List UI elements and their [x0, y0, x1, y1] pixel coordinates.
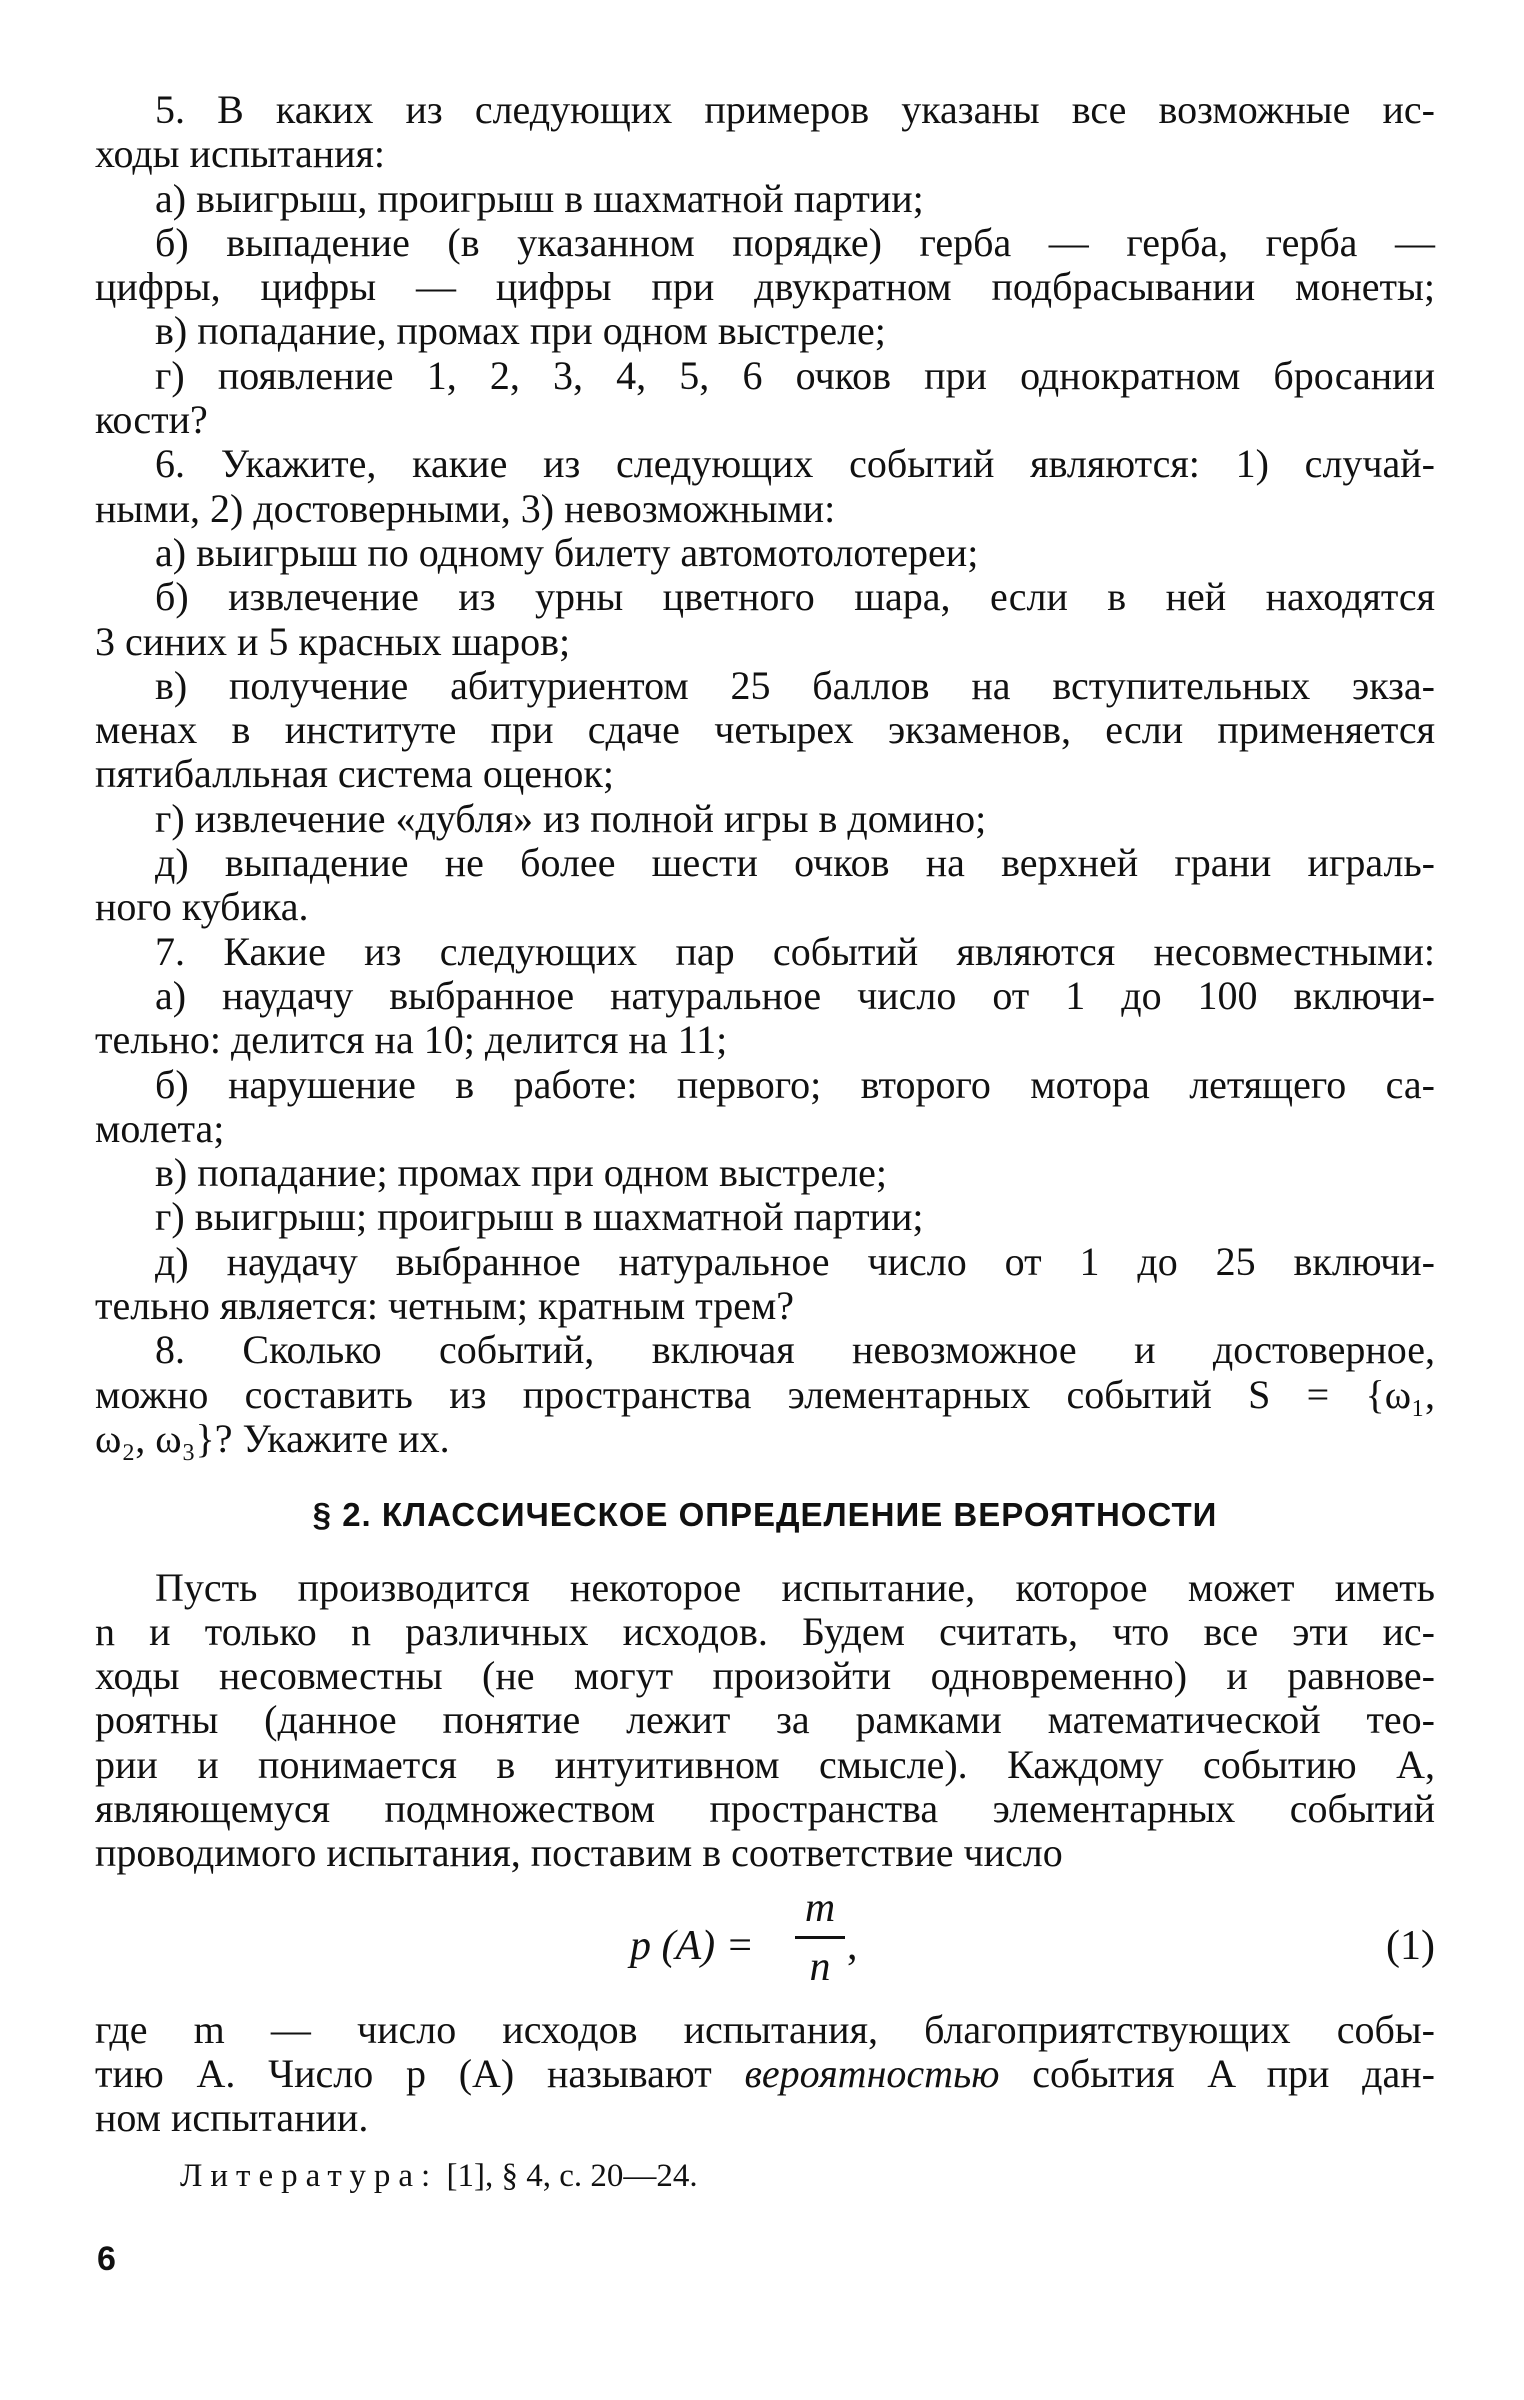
fraction-bar — [795, 1936, 845, 1939]
text-line — [95, 2052, 1435, 2096]
page-number: 6 — [97, 2240, 116, 2278]
text-line: ω₂, ω₃}? Укажите их. — [95, 1415, 450, 1461]
text-line: где m — число исходов испытания, благоприятствующих собы- — [95, 2006, 1435, 2052]
text-line: ходы несовместны (не могут произойти одновременно) и равнове- — [95, 1653, 1435, 1699]
text-line: пятибалльная система оценок; — [95, 751, 614, 797]
question-5 — [95, 88, 1435, 442]
text-line: г) извлечение «дубля» из полной игры в домино; — [155, 795, 987, 841]
text-line: д) выпадение не более шести очков на верхней грани играль- — [155, 840, 1435, 886]
text-line: цифры, цифры — цифры при двукратном подбрасывании монеты; — [95, 264, 1435, 310]
question-8 — [95, 1328, 1435, 1461]
text-line: д) наудачу выбранное натуральное число от 1 до 25 включи- — [155, 1238, 1435, 1284]
paragraph-definition — [95, 1566, 1435, 1876]
text-line: являющемуся подмножеством пространства элементарных событий — [95, 1785, 1435, 1831]
text-line: в) получение абитуриентом 25 баллов на вступительных экза- — [155, 662, 1435, 708]
formula-fraction — [795, 1886, 845, 1989]
literature-reference — [95, 2154, 1435, 2198]
text-line: б) извлечение из урны цветного шара, если в ней находятся — [155, 574, 1435, 620]
text-line: ными, 2) достоверными, 3) невозможными: — [95, 485, 836, 531]
text-line: можно составить из пространства элементарных событий S = {ω₁, — [95, 1371, 1435, 1417]
text-line: проводимого испытания, поставим в соответствие число — [95, 1830, 1063, 1876]
text-line: менах в институте при сдаче четырех экзаменов, если применяется — [95, 707, 1435, 753]
text-line: рии и понимается в интуитивном смысле). Каждому событию A, — [95, 1741, 1435, 1787]
formula-denominator: n — [809, 1943, 831, 1990]
text-line: Пусть производится некоторое испытание, которое может иметь — [155, 1564, 1435, 1610]
text-line: тельно: делится на 10; делится на 11; — [95, 1017, 728, 1063]
text-line: а) выигрыш по одному билету автомотолотереи; — [155, 529, 979, 575]
text-line: г) выигрыш; проигрыш в шахматной партии; — [155, 1194, 924, 1240]
text-line: а) наудачу выбранное натуральное число от 1 до 100 включи- — [155, 972, 1435, 1018]
text-line: ходы испытания: — [95, 131, 386, 177]
equation-number: (1) — [1386, 1922, 1435, 1969]
formula-lhs: p (A) = — [630, 1922, 754, 1969]
text-line: 3 синих и 5 красных шаров; — [95, 618, 571, 664]
question-7 — [95, 930, 1435, 1329]
text-segment: тию A. Число p (A) называют — [95, 2050, 745, 2096]
page-content — [95, 88, 1435, 2199]
literature-label: Литература: — [180, 2158, 439, 2195]
text-line: кости? — [95, 397, 208, 443]
text-line: а) выигрыш, проигрыш в шахматной партии; — [155, 175, 924, 221]
section-heading: § 2. КЛАССИЧЕСКОЕ ОПРЕДЕЛЕНИЕ ВЕРОЯТНОСТИ — [312, 1496, 1218, 1534]
term-probability: вероятностью — [744, 2050, 1000, 2096]
text-line: г) появление 1, 2, 3, 4, 5, 6 очков при однократном бросании — [155, 352, 1435, 398]
text-line: молета; — [95, 1105, 225, 1151]
text-line: ного кубика. — [95, 884, 309, 930]
text-line: в) попадание, промах при одном выстреле; — [155, 308, 886, 354]
text-line: 7. Какие из следующих пар событий являются несовместными: — [155, 928, 1435, 974]
text-line: б) выпадение (в указанном порядке) герба — герба, герба — — [155, 219, 1435, 265]
text-line: роятны (данное понятие лежит за рамками математической тео- — [95, 1697, 1435, 1743]
formula-comma: , — [847, 1922, 858, 1969]
question-6 — [95, 442, 1435, 929]
text-line: б) нарушение в работе: первого; второго мотора летящего са- — [155, 1061, 1435, 1107]
text-line: 8. Сколько событий, включая невозможное и достоверное, — [155, 1327, 1435, 1373]
text-line: тельно является: четным; кратным трем? — [95, 1283, 795, 1329]
paragraph-explanation — [95, 2008, 1435, 2141]
text-segment: события A при дан- — [999, 2050, 1435, 2096]
text-line: n и только n различных исходов. Будем считать, что все эти ис- — [95, 1608, 1435, 1654]
formula-numerator: m — [804, 1884, 836, 1931]
literature-refs: [1], § 4, с. 20—24. — [446, 2158, 698, 2195]
text-line: 6. Укажите, какие из следующих событий являются: 1) случай- — [155, 441, 1435, 487]
text-line: 5. В каких из следующих примеров указаны все возможные ис- — [155, 87, 1435, 132]
formula-probability — [95, 1886, 1435, 2002]
text-line: ном испытании. — [95, 2095, 369, 2141]
text-line: в) попадание; промах при одном выстреле; — [155, 1150, 888, 1196]
